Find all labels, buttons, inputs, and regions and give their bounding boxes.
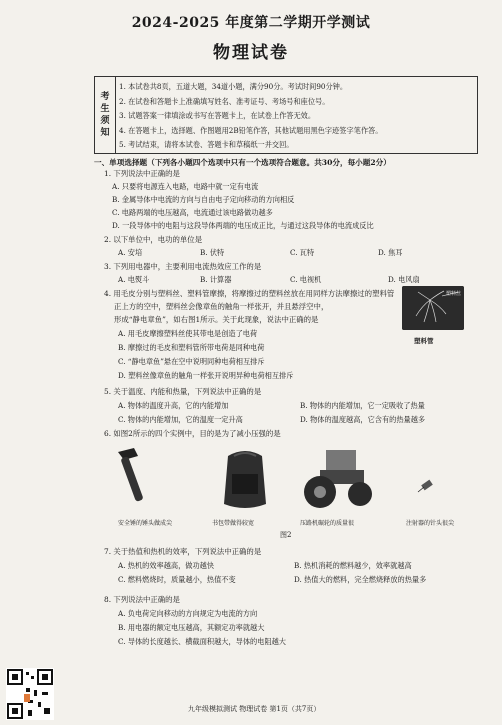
question-5-option-d: D. 物体的温度越高，它含有的热量越多: [300, 415, 426, 424]
question-7-option-b: B. 热机消耗的燃料越少，效率就越高: [294, 561, 412, 570]
notice-head-char: 须: [100, 116, 110, 126]
question-7-option-d: D. 热值大的燃料，完全燃烧释放的热量多: [294, 575, 427, 584]
static-octopus-figure: [402, 286, 464, 330]
figure-2-caption-roller: 压路机碾轮的质量很: [300, 520, 355, 527]
figure-2-label: 图2: [280, 531, 292, 539]
notice-head: [95, 77, 116, 153]
question-3-option-b: B. 计算器: [200, 275, 232, 284]
question-4-option-a: A. 用毛皮摩擦塑料丝使其带电是创造了电荷: [118, 329, 258, 338]
figure-1-caption: 塑料管: [414, 337, 434, 345]
question-4-line: 正上方的空中，塑料丝会像章鱼的触角一样张开，并且悬浮空中，: [114, 302, 329, 311]
question-7-stem: 7. 关于热值和热机的效率，下列说法中正确的是: [104, 547, 262, 556]
section-heading: 一、单项选择题（下列各小题四个选项中只有一个选项符合题意。共30分，每小题2分）: [94, 158, 391, 167]
question-3-option-c: C. 电视机: [290, 275, 322, 284]
question-4-option-d: D. 塑料丝像章鱼的触角一样张开说明异种电荷相互排斥: [118, 371, 294, 380]
question-4-option-c: C. “静电章鱼”悬在空中说明同种电荷相互排斥: [118, 357, 265, 366]
backpack-image: [210, 444, 280, 514]
question-4-line: 形成“静电章鱼”，如右图1所示。关于此现象，说法中正确的是: [114, 315, 319, 324]
question-8-option-a: A. 负电荷定向移动的方向规定为电流的方向: [118, 609, 258, 618]
static-octopus-image: [402, 286, 464, 330]
question-2-option-a: A. 安培: [118, 248, 143, 257]
notice-head-char: 生: [100, 104, 110, 114]
syringe-needle-image: [414, 476, 440, 496]
notice-item: 3. 试题答案一律填涂或书写在答题卡上，在试卷上作答无效。: [119, 111, 316, 120]
question-1-option-d: D. 一段导体中的电阻与这段导体两端的电压成正比，与通过这段导体的电流成反比: [112, 221, 374, 230]
question-7-option-a: A. 热机的效率越高，做功越快: [118, 561, 215, 570]
question-1-option-a: A. 只要将电源连入电路，电路中就一定有电流: [112, 182, 259, 191]
question-3-stem: 3. 下列用电器中，主要利用电流热效应工作的是: [104, 262, 262, 271]
figure-2-caption-needle: 注射器的针头很尖: [406, 520, 455, 527]
figure-label-plastic-filament: 塑料丝: [446, 291, 462, 297]
question-3-option-a: A. 电熨斗: [118, 275, 150, 284]
question-2-option-b: B. 伏特: [200, 248, 225, 257]
qr-code-icon: [6, 668, 54, 720]
question-5-stem: 5. 关于温度、内能和热量，下列说法中正确的是: [104, 387, 262, 396]
question-7-option-c: C. 燃料燃烧时，质量越小，热值不变: [118, 575, 236, 584]
notice-item: 4. 在答题卡上，选择题、作图题用2B铅笔作答，其他试题用黑色字迹签字笔作答。: [119, 125, 383, 135]
notice-head-char: 考: [100, 92, 110, 102]
question-8-stem: 8. 下列说法中正确的是: [104, 595, 180, 604]
notice-item: 5. 考试结束，请将本试卷、答题卡和草稿纸一并交回。: [119, 140, 294, 149]
question-1-stem: 1. 下列说法中正确的是: [104, 169, 180, 178]
exam-title: 2024-2025 年度第二学期开学测试: [131, 15, 371, 31]
figure-2-caption-hammer: 安全锤的锤头做成尖: [118, 520, 173, 527]
question-2-option-c: C. 瓦特: [290, 248, 315, 257]
road-roller-image: [300, 446, 378, 512]
question-6-stem: 6. 如图2所示的四个实例中，目的是为了减小压强的是: [104, 429, 281, 438]
question-5-option-b: B. 物体的内能增加，它一定吸收了热量: [300, 401, 425, 410]
question-5-option-c: C. 物体的内能增加，它的温度一定升高: [118, 415, 243, 424]
question-8-option-b: B. 用电器的额定电压越高，其额定功率就越大: [118, 623, 265, 632]
exam-subtitle: 物理试卷: [213, 43, 289, 63]
figure-2-caption-backpack: 书包带做得较宽: [212, 520, 255, 527]
notice-head-char: 知: [100, 128, 110, 138]
question-4-option-b: B. 摩擦过的毛皮和塑料管所带电荷是同种电荷: [118, 343, 265, 352]
notice-list: [119, 80, 475, 153]
notice-box: [94, 76, 478, 154]
notice-item: 2. 在试卷和答题卡上准确填写姓名、准考证号、考场号和座位号。: [119, 96, 330, 106]
question-1-option-b: B. 金属导体中电流的方向与自由电子定向移动的方向相反: [112, 195, 295, 204]
question-2-option-d: D. 焦耳: [378, 248, 403, 257]
question-2-stem: 2. 以下单位中，电功的单位是: [104, 235, 203, 244]
safety-hammer-image: [112, 446, 172, 506]
page-footer: 九年级模拟测试 物理试卷 第1页（共7页）: [188, 705, 321, 713]
question-1-option-c: C. 电路两端的电压越高，电流通过该电路做功越多: [112, 208, 273, 217]
question-5-option-a: A. 物体的温度升高，它的内能增加: [118, 401, 229, 410]
question-8-option-c: C. 导体的长度越长、横截面积越大，导体的电阻越大: [118, 637, 286, 646]
notice-item: 1. 本试卷共8页，五道大题，34道小题，满分90分。考试时间90分钟。: [119, 82, 348, 91]
question-3-option-d: D. 电风扇: [388, 275, 420, 284]
question-4-line: 4. 用毛皮分别与塑料丝、塑料管摩擦，将摩擦过的塑料丝放在用同样方法摩擦过的塑料管: [104, 289, 395, 298]
